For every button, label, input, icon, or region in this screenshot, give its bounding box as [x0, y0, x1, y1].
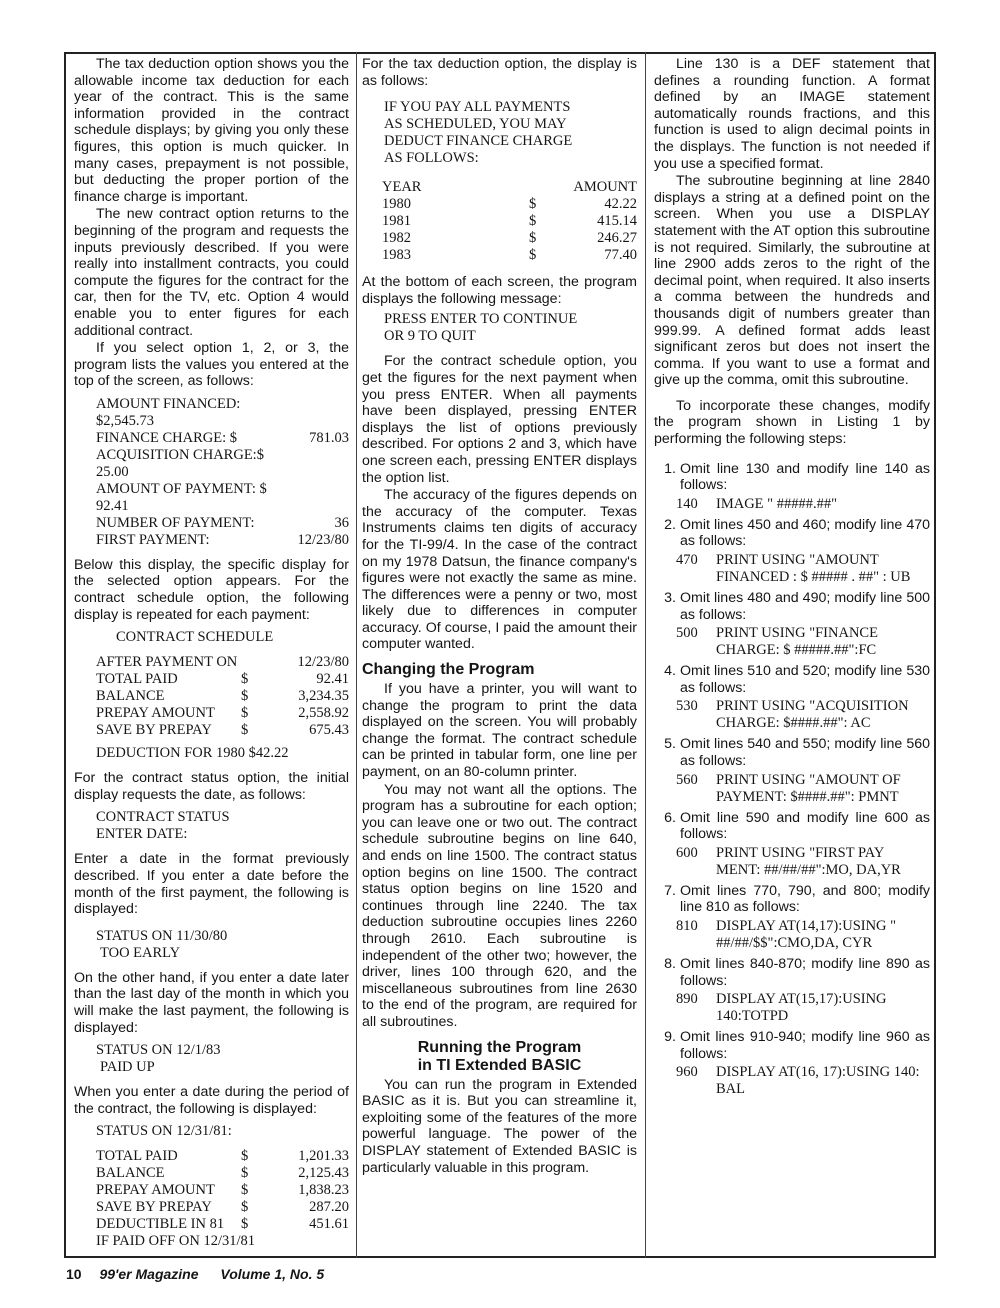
display-line: FIRST PAYMENT: [96, 531, 210, 548]
step-number: 5. [664, 736, 676, 753]
paragraph: Below this display, the specific display for the selected option appears. For the contract schedule option, the following display is repeated for each payment: [74, 556, 349, 623]
message-display: PRESS ENTER TO CONTINUE OR 9 TO QUIT [384, 311, 578, 345]
code-line [676, 845, 930, 879]
step-text: Omit lines 770, 790, and 800; modify line 810 as follows: [680, 882, 930, 916]
step-number: 2. [664, 516, 676, 533]
tax-display: IF YOU PAY ALL PAYMENTS AS SCHEDULED, YOU MAY DEDUCT FINANCE CHARGE AS FOLLOWS: [384, 99, 573, 167]
step-number: 8. [664, 955, 676, 972]
paragraph: The new contract option returns to the beginning of the program and requests the inputs previously described. If you were really into installment contracts, you could compute the figures for the contract for the car, then for the TV, etc. Option 4 would enable you to enter figures for each additional contract. [74, 206, 349, 339]
paragraph: The subroutine beginning at line 2840 displays a string at a defined point on the screen. When you use a DISPLAY statement with the AT option this subroutine is not required. Similarly, the subroutine at line 2900 adds zeros to the right of the decimal point, when required. It also inserts a comma between the hundreds and thousands digit of numbers greater than 999.99. A defined format adds least significant zeros but does not insert the comma. If you want to use a format and give up the comma, omit this subroutine. [654, 173, 930, 389]
step-item [654, 810, 930, 843]
step-item [654, 590, 930, 623]
year-table: YEAR AMOUNT 1980 $ 42.22 1981 $ 415.14 1982 $ 246.27 1983 $ 77.40 [382, 179, 637, 264]
paragraph: When you enter a date during the period of the contract, the following is displayed: [74, 1084, 349, 1117]
code-text: IMAGE " #####.##" [716, 495, 837, 512]
display-line: FINANCE CHARGE: $ [96, 429, 237, 446]
step-item [654, 663, 930, 696]
section-heading: Changing the Program [362, 661, 535, 679]
issue-label: Volume 1, No. 5 [220, 1266, 325, 1282]
page-number: 10 [66, 1266, 82, 1282]
step-text: Omit line 590 and modify line 600 as follows: [680, 809, 930, 843]
code-line [676, 625, 930, 659]
code-text: DISPLAY AT(15,17):USING 140:TOTPD [716, 991, 887, 1025]
step-text: Omit lines 480 and 490; modify line 500 as follows: [680, 590, 930, 623]
column-divider [645, 52, 646, 1258]
code-line [676, 698, 930, 732]
paragraph: Line 130 is a DEF statement that defines a rounding function. A format defined by an IMAGE statement automatically rounds fractions, and this function is used to align decimal points in the displays. The function is not needed if you use a specified format. [654, 56, 930, 172]
step-text: Omit lines 540 and 550; modify line 560 as follows: [680, 736, 930, 769]
line-number: 960 [676, 1064, 698, 1081]
code-line [676, 991, 930, 1025]
display-line: ACQUISITION CHARGE:$ 25.00 [96, 446, 264, 480]
code-text: DISPLAY AT(14,17):USING " ##/##/$$":CMO,DA, CYR [716, 917, 897, 951]
status-display: STATUS ON 12/31/81: TOTAL PAID $ 1,201.33 BALANCE $ 2,125.43 PREPAY AMOUNT $ 1,838.23 SAVE BY PREPAY $ 287.20 DEDUCTIBLE IN 81 $ 451.61 IF PAID OFF ON 12/31/81 [96, 1123, 349, 1250]
column-header: YEAR [382, 179, 422, 196]
paragraph: Enter a date in the format previously described. If you enter a date before the month of the first payment, the following is displayed: [74, 851, 349, 918]
column-header: AMOUNT [573, 179, 637, 196]
line-number: 530 [676, 698, 698, 715]
display-line: AMOUNT FINANCED: $2,545.73 [96, 395, 241, 429]
magazine-name: 99'er Magazine [99, 1266, 199, 1282]
paragraph: For the contract schedule option, you get the figures for the next payment when you press ENTER. When all payments have been displayed, pressing ENTER displays the list of options previously described. For options 2 and 3, which have one screen each, pressing ENTER displays the option list. [362, 353, 637, 486]
step-text: Omit lines 450 and 460; modify line 470 as follows: [680, 516, 930, 550]
column-3 [654, 56, 930, 1102]
step-item [654, 736, 930, 769]
code-text: PRINT USING "FIRST PAY MENT: ##/##/##":MO, DA,YR [716, 844, 901, 878]
column-divider [356, 52, 357, 1258]
step-text: Omit lines 510 and 520; modify line 530 as follows: [680, 663, 930, 696]
display-line: DEDUCTION FOR 1980 $42.22 [96, 745, 289, 762]
line-number: 600 [676, 844, 698, 861]
line-number: 140 [676, 495, 698, 512]
paid-display: STATUS ON 12/1/83 PAID UP [96, 1042, 221, 1076]
display-line: NUMBER OF PAYMENT: [96, 514, 255, 531]
paragraph: The tax deduction option shows you the allowable income tax deduction for each year of the contract. This is the same information provided in the contract schedule displays; by giving you only these figures, this option is much quicker. In many cases, prepayment is not possible, but deducting the proper portion of the finance charge is important. [74, 56, 349, 205]
step-number: 3. [664, 590, 676, 607]
line-number: 560 [676, 771, 698, 788]
paragraph: If you have a printer, you will want to change the program to print the data displayed on the screen. You will probably change the format. The contract schedule can be printed in tabular form, one line per payment, on an 80-column printer. [362, 681, 637, 781]
paragraph: To incorporate these changes, modify the program shown in Listing 1 by performing the following steps: [654, 397, 930, 448]
step-text: Omit lines 910-940; modify line 960 as follows: [680, 1029, 930, 1062]
section-heading: Running the Program in TI Extended BASIC [417, 1038, 582, 1074]
steps-list [654, 461, 930, 1099]
column-2 [362, 56, 637, 1177]
step-item [654, 883, 930, 916]
early-display: STATUS ON 11/30/80 TOO EARLY [96, 927, 228, 961]
column-1 [74, 56, 349, 1258]
code-line [676, 552, 930, 586]
status-prompt: CONTRACT STATUS ENTER DATE: [96, 809, 230, 843]
step-number: 4. [664, 663, 676, 680]
step-item [654, 1029, 930, 1062]
code-line [676, 496, 930, 513]
code-line [676, 1064, 930, 1098]
paragraph: At the bottom of each screen, the program displays the following message: [362, 274, 637, 307]
paragraph: On the other hand, if you enter a date later than the last day of the month in which you will make the last payment, the following is displayed: [74, 969, 349, 1036]
code-text: DISPLAY AT(16, 17):USING 140: BAL [716, 1064, 920, 1098]
inputs-display: AMOUNT FINANCED: $2,545.73 FINANCE CHARGE: $ 781.03 ACQUISITION CHARGE:$ 25.00 AMOUNT OF PAYMENT: $ 92.41 NUMBER OF PAYMENT: 36 FIRST PAYMENT: 12/23/80 [96, 395, 349, 548]
step-number: 7. [664, 882, 676, 899]
paragraph: You may not want all the options. The program has a subroutine for each option; you can leave one or two out. The contract schedule subroutine begins on line 640, and ends on line 1500. The contract status option begins on line 1500. The contract status option begins on line 1520 and continues through line 2240. The tax deduction subroutine occupies lines 2260 through 2610. Each subroutine is independent of the other two; however, the driver, lines 100 through 620, and the miscellaneous subroutines from line 2630 to the end of the program, are required for all subroutines. [362, 781, 637, 1030]
paragraph: For the contract status option, the initial display requests the date, as follows: [74, 770, 349, 803]
step-number: 6. [664, 809, 676, 826]
paragraph: For the tax deduction option, the display is as follows: [362, 56, 637, 89]
paragraph: You can run the program in Extended BASIC as it is. But you can streamline it, exploiting some of the features of the more powerful language. The power of the DISPLAY statement of Extended BASIC is particularly valuable in this program. [362, 1076, 637, 1176]
line-number: 470 [676, 552, 698, 569]
code-text: PRINT USING "FINANCE CHARGE: $ #####.##":FC [716, 625, 878, 659]
line-number: 890 [676, 991, 698, 1008]
schedule-display: CONTRACT SCHEDULE AFTER PAYMENT ON 12/23/80 TOTAL PAID $ 92.41 BALANCE $ 3,234.35 PREPAY AMOUNT $ 2,558.92 SAVE BY PREPAY $ 675.43 DEDUCTION FOR 1980 $42.22 [96, 629, 349, 762]
code-text: PRINT USING "ACQUISITION CHARGE: $####.##": AC [716, 698, 909, 732]
code-line [676, 918, 930, 952]
display-line: AMOUNT OF PAYMENT: $ 92.41 [96, 480, 267, 514]
paragraph: If you select option 1, 2, or 3, the program lists the values you entered at the top of the screen, as follows: [74, 340, 349, 390]
step-item [654, 517, 930, 550]
page-footer [66, 1266, 324, 1282]
line-number: 810 [676, 917, 698, 934]
code-line [676, 772, 930, 806]
step-item [654, 461, 930, 494]
step-item [654, 956, 930, 989]
code-text: PRINT USING "AMOUNT OF PAYMENT: $####.##": PMNT [716, 771, 901, 805]
line-number: 500 [676, 625, 698, 642]
step-text: Omit line 130 and modify line 140 as follows: [680, 460, 930, 494]
step-text: Omit lines 840-870; modify line 890 as follows: [680, 955, 930, 989]
code-text: PRINT USING "AMOUNT FINANCED : $ ##### . ##" : UB [716, 552, 911, 586]
step-number: 1. [664, 460, 676, 477]
step-number: 9. [664, 1029, 676, 1046]
paragraph: The accuracy of the figures depends on the accuracy of the computer. Texas Instruments claims ten digits of accuracy for the TI-99/4. In the case of the contract on my 1978 Datsun, the finance company's figures were not exactly the same as mine. The differences were a penny or two, most likely due to differences in computer accuracy. Of course, I paid the amount their computer wanted. [362, 487, 637, 653]
display-title: CONTRACT SCHEDULE [116, 629, 274, 646]
